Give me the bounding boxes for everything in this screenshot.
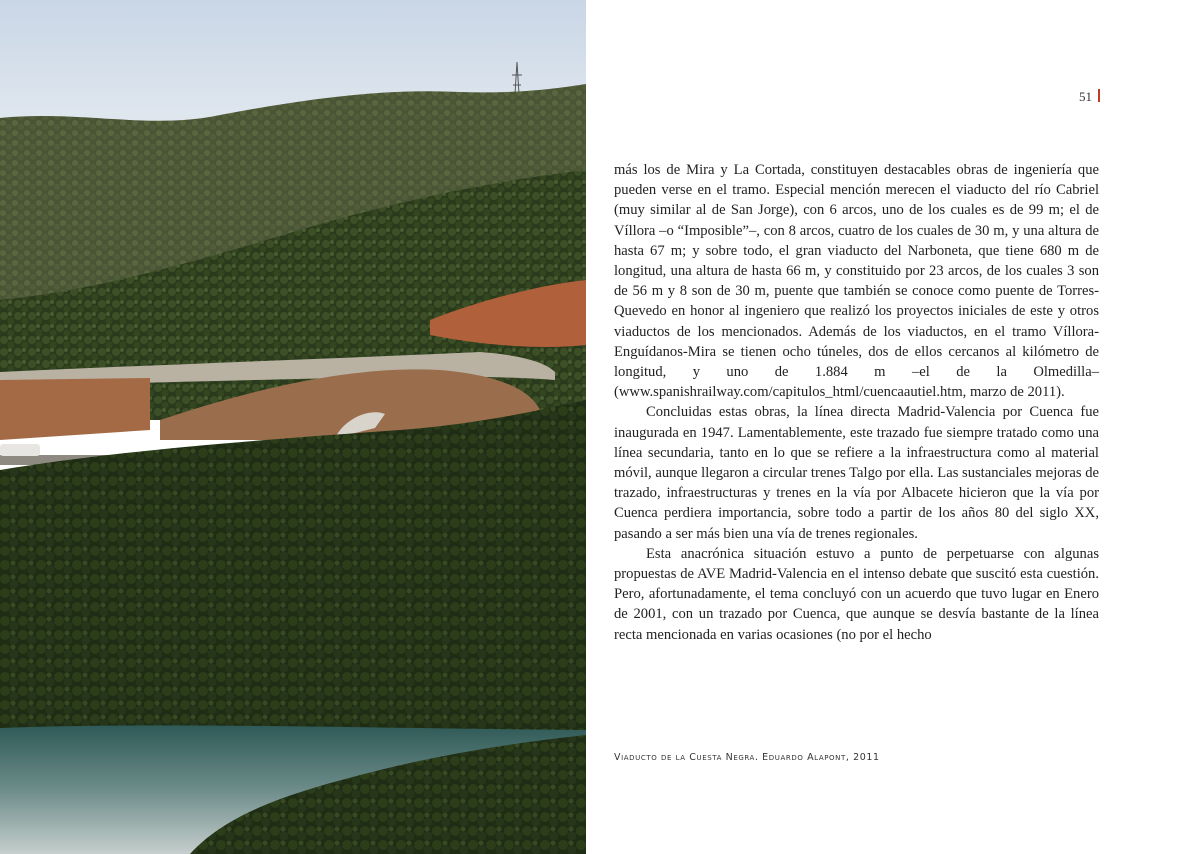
lower-forest [0,400,586,740]
paragraph-2: Concluidas estas obras, la línea directa Madrid-Valencia por Cuenca fue inaugurada en 1947. Lamentablemente, este trazado fue siempre tratado como una línea secundaria, tanto en lo que se refiere a la infraestructura como al material móvil, aunque llegaron a circular trenes Talgo por ella. Las sustanciales mejoras de trazado, infraestructuras y trenes en la vía por Albacete hicieron que la vía por Cuenca perdiera importancia, sobre todo a partir de los años 80 del siglo XX, pasando a ser más bien una vía de trenes regionales. [614,404,1099,542]
paragraph-1: más los de Mira y La Cortada, constituyen destacables obras de ingeniería que pueden verse en el tramo. Especial mención merecen el viaducto del río Cabriel (muy similar al de San Jorge), con 6 arcos, uno de los cuales es de 99 m; el de Víllora –o “Imposible”–, con 8 arcos, cuatro de los cuales de 30 m, y una altura de hasta 67 m; y sobre todo, el gran viaducto del Narboneta, que tiene 680 m de longitud, una altura de hasta 66 m, y constituido por 23 arcos, de los cuales 3 son de 56 m y 8 son de 30 m, puente que también se conoce como puente de Torres-Quevedo en honor al ingeniero que realizó los proyectos iniciales de este y otros viaductos de los mencionados. Además de los viaductos, en el tramo Víllora-Enguídanos-Mira se tienen ocho túneles, dos de ellos cercanos al kilómetro de longitud, y uno de 1.884 m –el de la Olmedilla– (www.spanishrailway.com/capitulos_html/cuencaautiel.htm, marzo de 2011). [614,162,1099,401]
photo-caption: Viaducto de la Cuesta Negra. Eduardo Alapont, 2011 [614,752,880,763]
page-number: 51 [1079,89,1092,104]
train [0,444,40,456]
left-clearing [0,378,150,440]
paragraph-3: Esta anacrónica situación estuvo a punto de perpetuarse con algunas propuestas de AVE Madrid-Valencia en el intenso debate que suscitó esta cuestión. Pero, afortunadamente, el tema concluyó con un acuerdo que tuvo lugar en Enero de 2001, con un trazado por Cuenca, que aunque se desvía bastante de la línea recta mencionada en varias ocasiones (no por el hecho [614,545,1099,643]
page-number-area [1060,88,1100,106]
page-number-marker [1098,89,1100,102]
body-text [614,160,1099,645]
photo-illustration [0,0,586,854]
landscape-photo [0,0,586,854]
